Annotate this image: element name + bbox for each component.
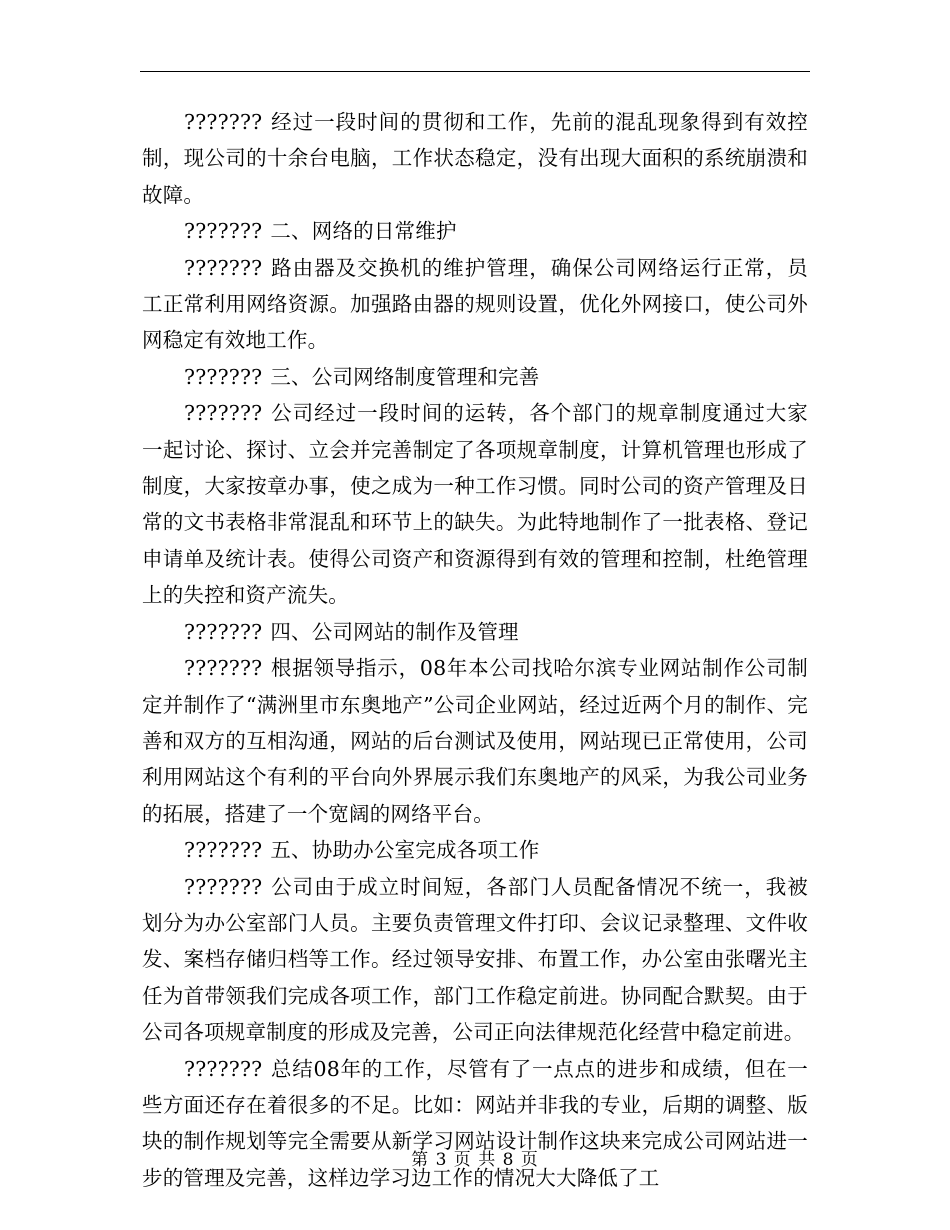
- header-rule: [140, 71, 810, 72]
- paragraph-text: 三、公司网络制度管理和完善: [270, 364, 540, 389]
- paragraph-lead: ???????: [184, 874, 263, 899]
- paragraph-lead: ???????: [184, 255, 263, 280]
- paragraph-1: [142, 104, 808, 213]
- section-heading-3: [142, 359, 808, 395]
- paragraph-lead: ???????: [184, 364, 263, 389]
- paragraph-lead: ???????: [184, 401, 263, 426]
- paragraph-lead: ???????: [184, 1056, 263, 1081]
- section-heading-2: [142, 213, 808, 249]
- paragraph-lead: ???????: [184, 110, 263, 134]
- paragraph-3: [142, 250, 808, 359]
- paragraph-7: [142, 650, 808, 832]
- paragraph-text: 五、协助办公室完成各项工作: [270, 838, 540, 863]
- paragraph-text: 四、公司网站的制作及管理: [270, 619, 519, 644]
- paragraph-text: 经过一段时间的贯彻和工作，先前的混乱现象得到有效控制，现公司的十余台电脑，工作状态稳定，没有出现大面积的系统崩溃和故障。: [142, 110, 808, 207]
- body-text: [142, 104, 808, 1196]
- section-heading-5: [142, 832, 808, 868]
- paragraph-lead: ???????: [184, 219, 263, 244]
- paragraph-10: [142, 1051, 808, 1197]
- paragraph-9: [142, 869, 808, 1051]
- paragraph-5: [142, 395, 808, 613]
- paragraph-text: 公司经过一段时间的运转，各个部门的规章制度通过大家一起讨论、探讨、立会并完善制定了各项规章制度，计算机管理也形成了制度，大家按章办事，使之成为一种工作习惯。同时公司的资产管理及日常的文书表格非常混乱和环节上的缺失。为此特地制作了一批表格、登记申请单及统计表。使得公司资产和资源得到有效的管理和控制，杜绝管理上的失控和资产流失。: [142, 401, 808, 608]
- page-footer: 第 3 页 共 8 页: [411, 1150, 539, 1170]
- paragraph-lead: ???????: [184, 656, 263, 681]
- paragraph-lead: ???????: [184, 619, 263, 644]
- section-heading-4: [142, 614, 808, 650]
- paragraph-text: 总结08年的工作，尽管有了一点点的进步和成绩，但在一些方面还存在着很多的不足。比如：网站并非我的专业，后期的调整、版块的制作规划等完全需要从新学习网站设计制作这块来完成公司网站进一步的管理及完善，这样边学习边工作的情况大大降低了工: [142, 1056, 808, 1190]
- paragraph-text: 路由器及交换机的维护管理，确保公司网络运行正常，员工正常利用网络资源。加强路由器的规则设置，优化外网接口，使公司外网稳定有效地工作。: [142, 255, 808, 353]
- paragraph-lead: ???????: [184, 838, 263, 863]
- paragraph-text: 根据领导指示，08年本公司找哈尔滨专业网站制作公司制定并制作了“满洲里市东奥地产”公司企业网站，经过近两个月的制作、完善和双方的互相沟通，网站的后台测试及使用，网站现已正常使用，公司利用网站这个有利的平台向外界展示我们东奥地产的风采，为我公司业务的拓展，搭建了一个宽阔的网络平台。: [142, 656, 808, 826]
- paragraph-text: 公司由于成立时间短，各部门人员配备情况不统一，我被划分为办公室部门人员。主要负责管理文件打印、会议记录整理、文件收发、案档存储归档等工作。经过领导安排、布置工作，办公室由张曙光主任为首带领我们完成各项工作，部门工作稳定前进。协同配合默契。由于公司各项规章制度的形成及完善，公司正向法律规范化经营中稳定前进。: [142, 874, 808, 1045]
- paragraph-text: 二、网络的日常维护: [270, 219, 457, 244]
